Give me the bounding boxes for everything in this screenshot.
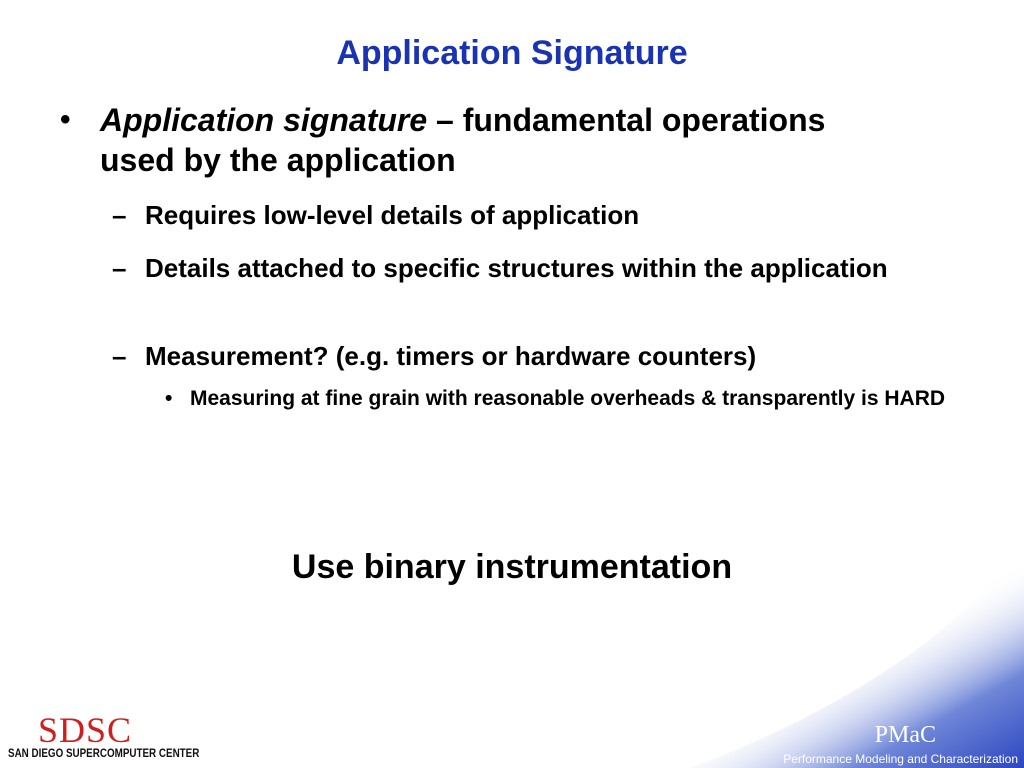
bullet-text: – fundamental operations used by the application <box>100 102 826 178</box>
slide-title: Application Signature <box>336 34 688 72</box>
small-bullet-marker: • <box>165 387 173 410</box>
bullet-term: Application signature <box>100 102 428 138</box>
bullet-marker: • <box>60 103 71 136</box>
sdsc-logo-subtitle: SAN DIEGO SUPERCOMPUTER CENTER <box>8 746 200 760</box>
conclusion-text: Use binary instrumentation <box>291 548 733 586</box>
dash-marker: – <box>112 200 127 230</box>
pmac-logo: PMaC <box>874 722 936 748</box>
main-bullet <box>100 100 860 180</box>
sub-bullet-3: Measurement? (e.g. timers or hardware counters) <box>145 341 757 371</box>
dash-marker: – <box>112 341 127 371</box>
sdsc-logo-wordmark: SDSC <box>38 710 133 750</box>
sub-bullet-1: Requires low-level details of application <box>145 200 640 230</box>
dash-marker: – <box>112 253 127 283</box>
sdsc-logo <box>8 710 200 764</box>
sub-sub-bullet: Measuring at fine grain with reasonable overheads & transparently is HARD <box>190 387 946 410</box>
pmac-subtitle: Performance Modeling and Characterization <box>783 752 1018 766</box>
sub-bullet-2: Details attached to specific structures within the application <box>145 253 888 283</box>
